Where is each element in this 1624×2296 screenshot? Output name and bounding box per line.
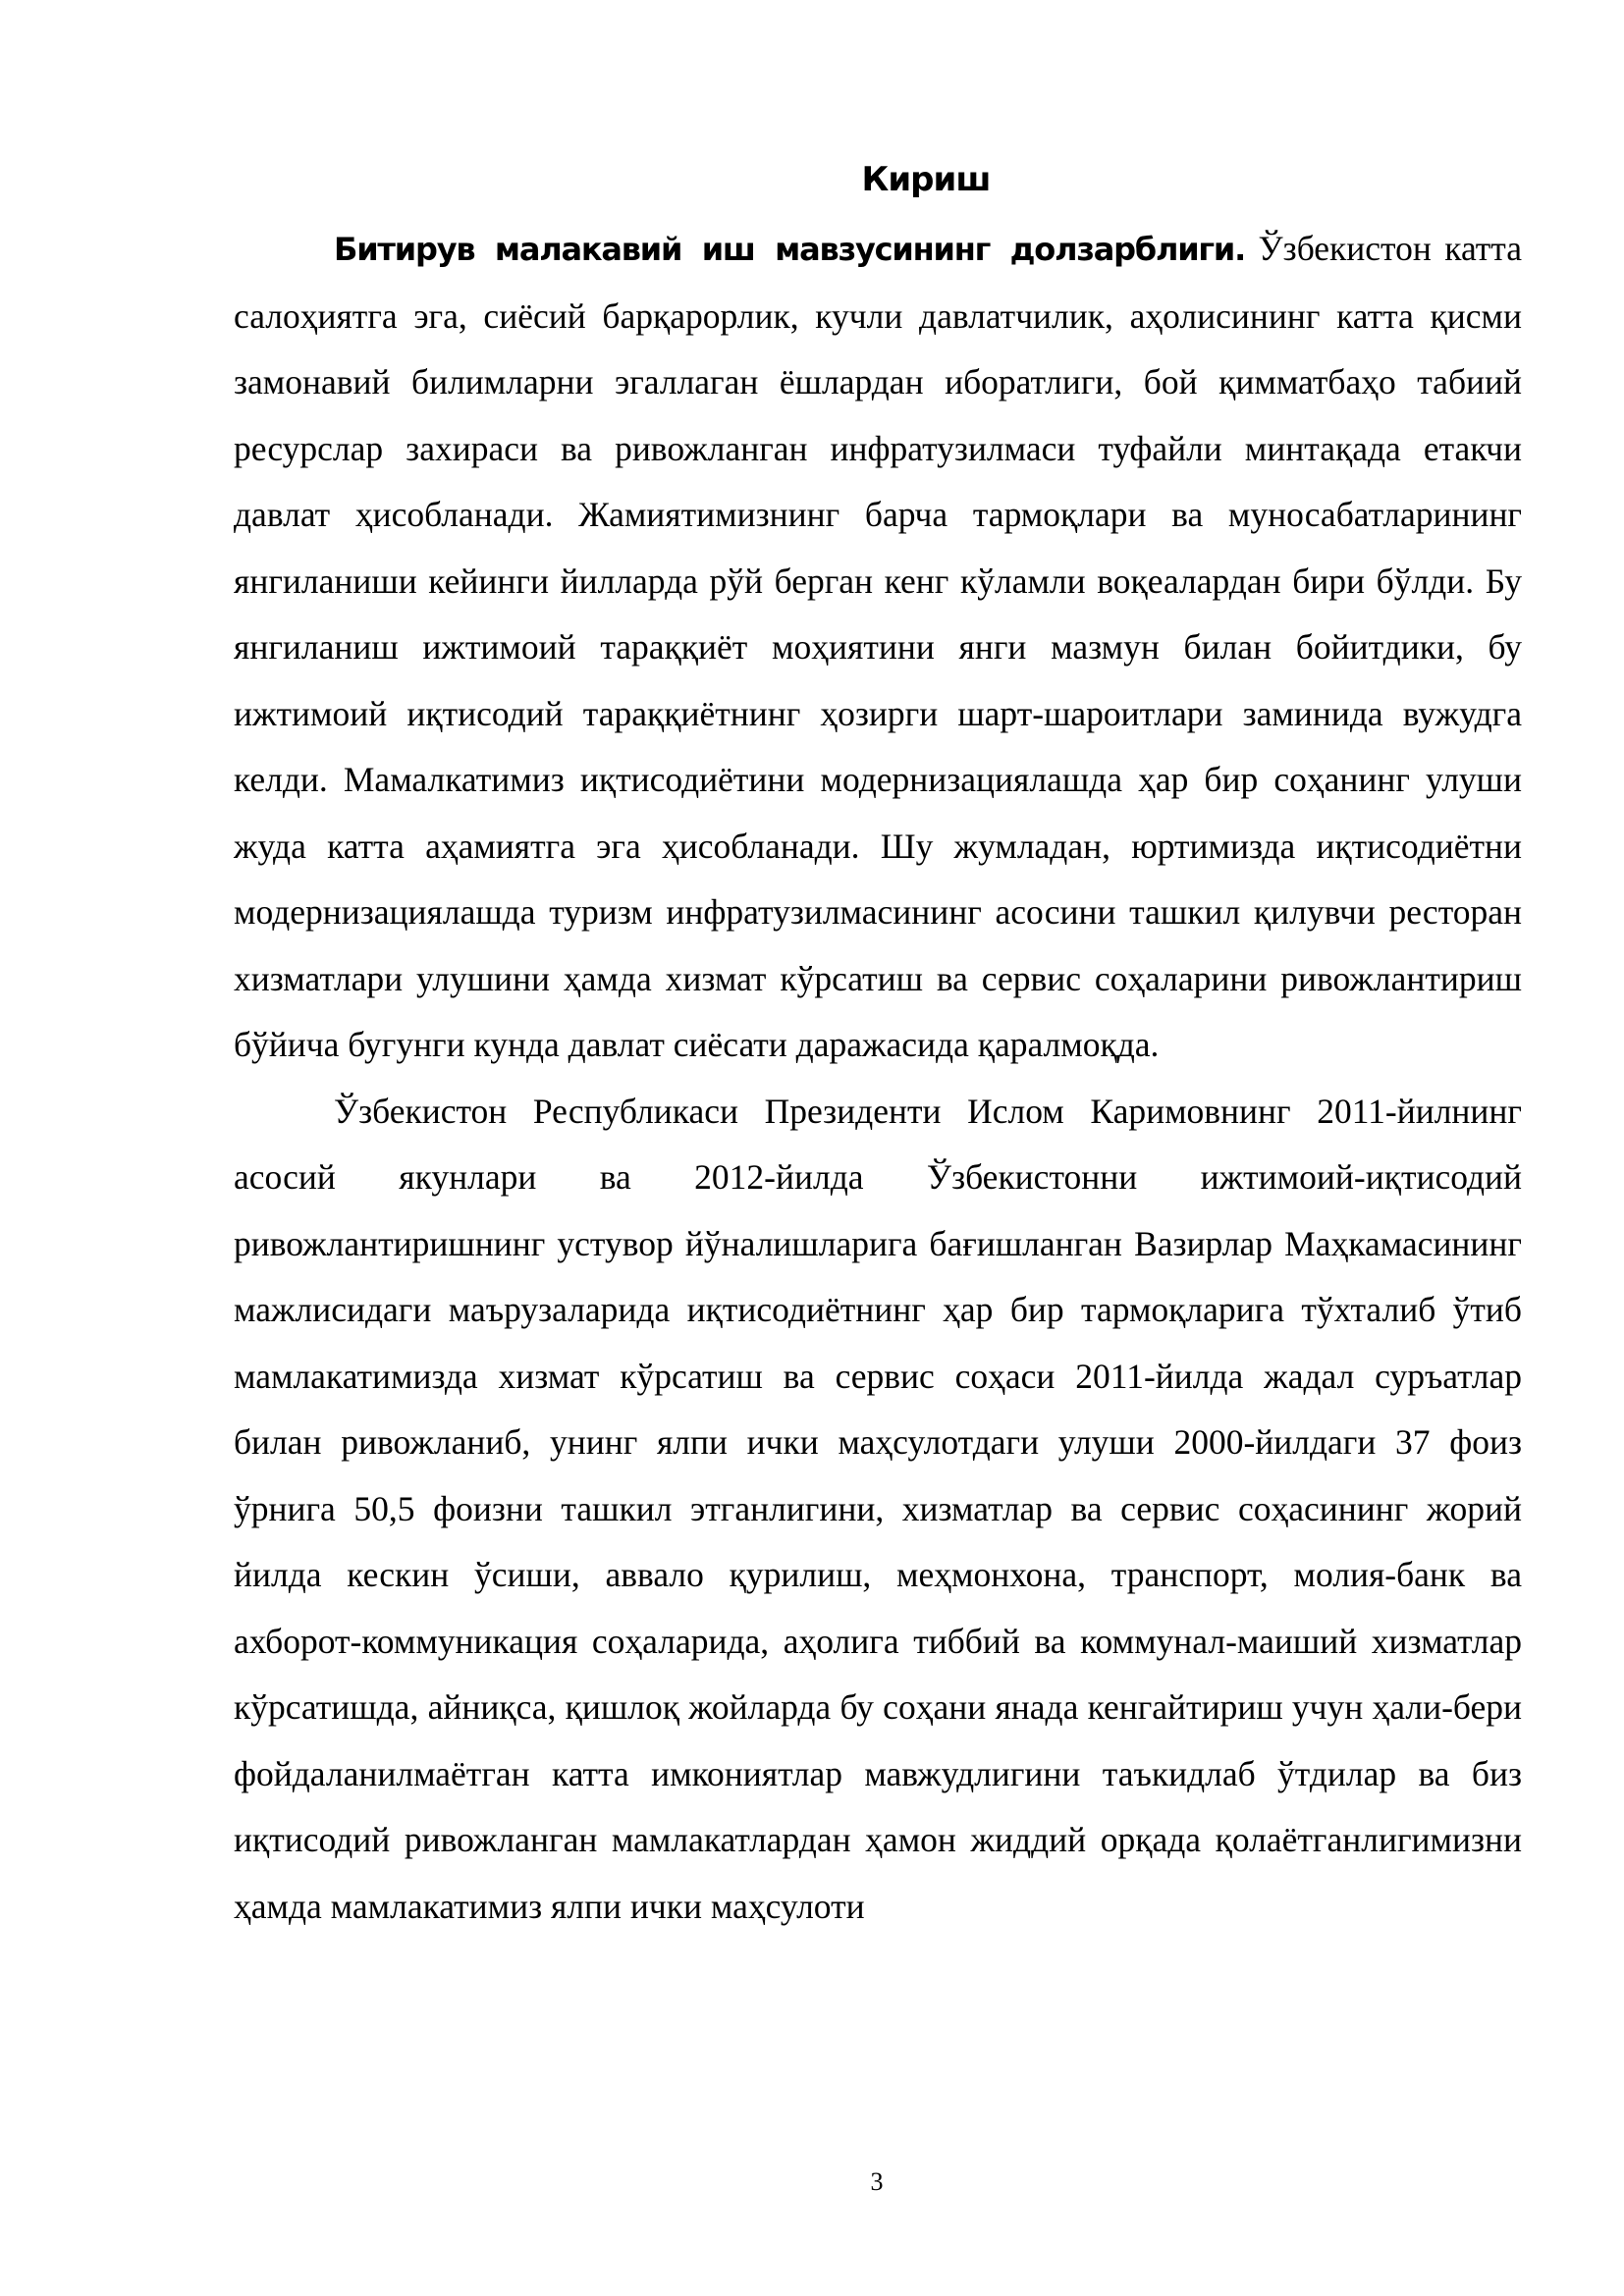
paragraph-relevance-text: Ўзбекистон катта салоҳиятга эга, сиёсий барқарорлик, кучли давлатчилик, аҳолисининг катта қисми замонавий билимларни эгаллаган ёшлардан иборатлиги, бой қимматбаҳо табиий ресурслар захираси ва ривожланган инфратузилмаси туфайли минтақада етакчи давлат ҳисобланади. Жамиятимизнинг барча тармоқлари ва муносабатларининг янгиланиши кейинги йилларда рўй берган кенг кўламли воқеалардан бири бўлди. Бу янгиланиш ижтимоий тараққиёт моҳиятини янги мазмун билан бойитдики, бу ижтимоий иқтисодий тараққиётнинг ҳозирги шарт-шароитлари заминида вужудга келди. Мамалкатимиз иқтисодиётини модернизациялашда ҳар бир соҳанинг улуши жуда катта аҳамиятга эга ҳисобланади. Шу жумладан, юртимизда иқтисодиётни модернизациялашда туризм инфратузилмасининг асосини ташкил қилувчи ресторан хизматлари улушини ҳамда хизмат кўрсатиш ва сервис соҳаларини ривожлантириш бўйича бугунги кунда давлат сиёсати даражасида қаралмоқда. [234,229,1522,1064]
paragraph-president-report: Ўзбекистон Республикаси Президенти Ислом Каримовнинг 2011-йилнинг асосий якунлари ва 2012-йилда Ўзбекистонни ижтимоий-иқтисодий ривожлантиришнинг устувор йўналишларига бағишланган Вазирлар Маҳкамасининг мажлисидаги маърузаларида иқтисодиётнинг ҳар бир тармоқларига тўхталиб ўтиб мамлакатимизда хизмат кўрсатиш ва сервис соҳаси 2011-йилда жадал суръатлар билан ривожланиб, унинг ялпи ички маҳсулотдаги улуши 2000-йилдаги 37 фоиз ўрнига 50,5 фоизни ташкил этганлигини, хизматлар ва сервис соҳасининг жорий йилда кескин ўсиши, аввало қурилиш, меҳмонхона, транспорт, молия-банк ва ахборот-коммуникация соҳаларида, аҳолига тиббий ва коммунал-маиший хизматлар кўрсатишда, айниқса, қишлоқ жойларда бу соҳани янада кенгайтириш учун ҳали-бери фойдаланилмаётган катта имкониятлар мавжудлигини таъкидлаб ўтдилар ва биз иқтисодий ривожланган мамлакатлардан ҳамон жиддий орқада қолаётганлигимизни ҳамда мамлакатимиз ялпи ички маҳсулоти [234,1091,1522,1926]
body-text [234,216,1522,1940]
page-title: Кириш [861,160,991,199]
paragraph-relevance [234,216,1522,1079]
page-number: 3 [870,2167,884,2196]
section-lead-heading: Битирув малакавий иш мавзусининг долзарблиги. [334,231,1246,268]
